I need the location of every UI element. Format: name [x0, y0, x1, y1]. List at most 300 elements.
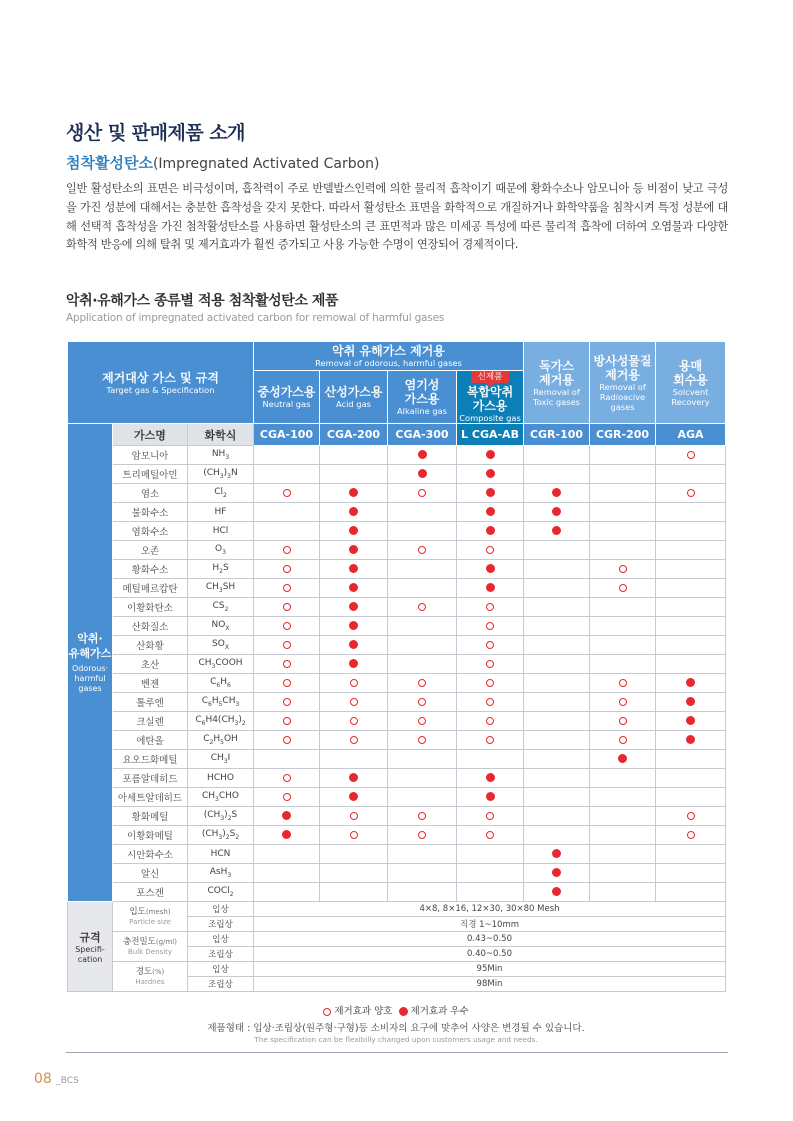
mark-cell — [457, 465, 524, 484]
formula-part: ) — [223, 468, 228, 479]
mark-cell — [254, 446, 320, 465]
table-row — [68, 693, 726, 712]
gas-name: 염소 — [113, 484, 188, 503]
chemical-formula — [188, 807, 254, 826]
good-mark-icon — [283, 793, 291, 801]
excellent-mark-icon — [349, 583, 358, 592]
table-row — [68, 617, 726, 636]
mark-cell — [656, 864, 726, 883]
good-mark-icon — [687, 812, 695, 820]
good-mark-icon — [486, 679, 494, 687]
excellent-mark-icon — [349, 507, 358, 516]
formula-part: 6 — [216, 681, 221, 689]
good-mark-icon — [619, 679, 627, 687]
mark-cell — [590, 788, 656, 807]
mark-cell — [656, 712, 726, 731]
mark-cell — [590, 750, 656, 769]
gas-name: 요오드화메틸 — [113, 750, 188, 769]
chemical-formula — [188, 655, 254, 674]
good-mark-icon — [283, 489, 291, 497]
mark-cell — [457, 522, 524, 541]
mark-cell — [457, 826, 524, 845]
mark-cell — [320, 503, 388, 522]
gas-name: 황화메틸 — [113, 807, 188, 826]
chemical-formula — [188, 617, 254, 636]
spec-row — [68, 932, 726, 947]
formula-part: S — [222, 563, 229, 574]
mark-cell — [656, 826, 726, 845]
gas-name: 트리메틸아민 — [113, 465, 188, 484]
mark-cell — [524, 541, 590, 560]
excellent-mark-icon — [552, 507, 561, 516]
mark-cell — [457, 769, 524, 788]
mark-cell — [254, 864, 320, 883]
mark-cell — [457, 750, 524, 769]
chemical-formula — [188, 788, 254, 807]
product-name-ko: 첨착활성탄소 — [66, 154, 153, 172]
good-mark-icon — [687, 831, 695, 839]
formula-part: 2 — [222, 491, 227, 499]
new-product-badge: 신제품 — [471, 371, 510, 384]
mark-cell — [656, 484, 726, 503]
mark-cell — [320, 636, 388, 655]
col-header-0 — [254, 371, 320, 424]
mark-cell — [457, 883, 524, 902]
mark-cell — [320, 446, 388, 465]
good-mark-icon — [350, 812, 358, 820]
good-mark-icon — [350, 679, 358, 687]
mark-cell — [388, 769, 457, 788]
formula-part: 3 — [227, 871, 232, 879]
mark-cell — [590, 541, 656, 560]
mark-cell — [656, 731, 726, 750]
gas-name: 초산 — [113, 655, 188, 674]
mark-cell — [524, 864, 590, 883]
product-code-1: CGA-200 — [320, 424, 388, 446]
mark-cell — [457, 731, 524, 750]
formula-part: S — [229, 829, 236, 840]
mark-cell — [320, 845, 388, 864]
chemical-formula — [188, 598, 254, 617]
application-table — [67, 341, 726, 992]
mark-cell — [457, 864, 524, 883]
mark-cell — [656, 560, 726, 579]
excellent-mark-icon — [486, 526, 495, 535]
mark-cell — [388, 750, 457, 769]
mark-cell — [320, 693, 388, 712]
spec-form-type: 조립상 — [188, 977, 254, 992]
good-mark-icon — [418, 489, 426, 497]
gas-name: 황화수소 — [113, 560, 188, 579]
chemical-formula — [188, 503, 254, 522]
col-header-en-5: Removal of Radioacive gases — [599, 381, 646, 412]
good-mark-icon — [619, 717, 627, 725]
mark-cell — [457, 484, 524, 503]
spec-item-en: Particle size — [129, 917, 171, 926]
excellent-mark-icon — [486, 564, 495, 573]
mark-cell — [254, 636, 320, 655]
excellent-mark-icon — [486, 773, 495, 782]
formula-part: COOH — [215, 658, 243, 669]
table-row — [68, 541, 726, 560]
legend — [66, 1003, 726, 1017]
chemical-formula — [188, 522, 254, 541]
mark-cell — [254, 883, 320, 902]
good-mark-icon — [486, 812, 494, 820]
formula-part: 2 — [229, 890, 234, 898]
excellent-mark-icon — [349, 640, 358, 649]
formula-part: 2 — [219, 567, 223, 575]
mark-cell — [254, 484, 320, 503]
formula-part: H4(CH — [205, 715, 235, 726]
target-header — [68, 342, 254, 424]
formula-part: 3 — [225, 453, 230, 461]
spec-value: 95Min — [254, 962, 726, 977]
formula-part: X — [225, 624, 230, 632]
mark-cell — [656, 636, 726, 655]
chemical-formula — [188, 750, 254, 769]
col-header-en-3: Composite gas — [459, 413, 521, 423]
mark-cell — [388, 807, 457, 826]
formula-part: 2 — [225, 833, 230, 841]
col-header-ko-4: 독가스 제거용 — [539, 358, 574, 387]
formula-part: OH — [223, 734, 238, 745]
table-title: 악취·유해가스 종류별 적용 첨착활성탄소 제품 — [66, 293, 339, 309]
legend-good-icon — [323, 1008, 331, 1016]
mark-cell — [656, 465, 726, 484]
formula-part: HCl — [212, 526, 229, 536]
mark-cell — [590, 845, 656, 864]
gas-name: 에탄올 — [113, 731, 188, 750]
mark-cell — [590, 693, 656, 712]
chemical-formula — [188, 579, 254, 598]
good-mark-icon — [418, 736, 426, 744]
excellent-mark-icon — [686, 697, 695, 706]
spec-value: 0.40~0.50 — [254, 947, 726, 962]
header-row-1 — [68, 342, 726, 371]
mark-cell — [524, 712, 590, 731]
spec-note: 제품형태 : 입상·조립상(원주형·구형)등 소비자의 요구에 맞추어 사양은 변경될 수 있습니다. — [207, 1023, 585, 1034]
mark-cell — [320, 674, 388, 693]
formula-part: CH — [205, 582, 219, 593]
col-header-ko-2: 염기성 가스용 — [404, 378, 440, 406]
chemical-formula — [188, 769, 254, 788]
col-header-4 — [524, 342, 590, 424]
mark-cell — [524, 446, 590, 465]
formula-part: SH — [222, 582, 236, 593]
good-mark-icon — [418, 679, 426, 687]
excellent-mark-icon — [686, 716, 695, 725]
gas-name: 산화질소 — [113, 617, 188, 636]
excellent-mark-icon — [486, 583, 495, 592]
spec-form-type: 조립상 — [188, 917, 254, 932]
gases-side-label-en: Odorous· harmful gases — [71, 664, 109, 693]
good-mark-icon — [418, 831, 426, 839]
mark-cell — [524, 617, 590, 636]
mark-cell — [320, 769, 388, 788]
table-row — [68, 579, 726, 598]
good-mark-icon — [687, 489, 695, 497]
mark-cell — [388, 693, 457, 712]
mark-cell — [320, 788, 388, 807]
mark-cell — [320, 864, 388, 883]
good-mark-icon — [619, 736, 627, 744]
table-row — [68, 883, 726, 902]
mark-cell — [656, 655, 726, 674]
good-mark-icon — [418, 717, 426, 725]
good-mark-icon — [486, 736, 494, 744]
spec-form-type: 입상 — [188, 902, 254, 917]
formula-part: ) — [222, 829, 226, 840]
good-mark-icon — [687, 451, 695, 459]
gas-name: 시안화수소 — [113, 845, 188, 864]
formula-part: (CH — [201, 829, 219, 840]
good-mark-icon — [283, 546, 291, 554]
mark-cell — [524, 465, 590, 484]
product-code-6: AGA — [656, 424, 726, 446]
good-mark-icon — [486, 546, 494, 554]
page-number-value: 08 — [34, 1071, 52, 1087]
formula-part: Cl — [214, 487, 223, 498]
formula-part: 3 — [211, 662, 216, 670]
good-mark-icon — [486, 660, 494, 668]
table-row — [68, 465, 726, 484]
spec-item-label — [113, 932, 188, 962]
good-mark-icon — [283, 641, 291, 649]
target-header-en: Target gas & Specification — [106, 384, 215, 395]
col-header-en-1: Acid gas — [336, 399, 371, 409]
mark-cell — [388, 579, 457, 598]
gas-name-label: 가스명 — [113, 424, 188, 446]
good-mark-icon — [418, 546, 426, 554]
mark-cell — [656, 788, 726, 807]
formula-part: NH — [211, 449, 226, 460]
gas-name: 아세트알데히드 — [113, 788, 188, 807]
mark-cell — [524, 522, 590, 541]
excellent-mark-icon — [486, 488, 495, 497]
spec-side-label-en: Specifi- cation — [75, 944, 105, 964]
mark-cell — [320, 617, 388, 636]
formula-part: HCN — [210, 849, 231, 859]
product-code-0: CGA-100 — [254, 424, 320, 446]
mark-cell — [457, 788, 524, 807]
formula-part: 2 — [241, 719, 246, 727]
code-row — [68, 424, 726, 446]
new-badge-wrap — [457, 371, 523, 384]
table-row — [68, 750, 726, 769]
mark-cell — [388, 503, 457, 522]
table-row — [68, 446, 726, 465]
mark-cell — [254, 731, 320, 750]
mark-cell — [590, 579, 656, 598]
gas-name: 산화황 — [113, 636, 188, 655]
formula-part: 6 — [201, 719, 206, 727]
mark-cell — [590, 560, 656, 579]
formula-part: HCHO — [207, 773, 234, 783]
mark-cell — [524, 655, 590, 674]
excellent-mark-icon — [552, 849, 561, 858]
mark-cell — [320, 750, 388, 769]
good-mark-icon — [486, 717, 494, 725]
formula-part: NO — [211, 620, 226, 631]
good-mark-icon — [350, 698, 358, 706]
chemical-formula — [188, 465, 254, 484]
mark-cell — [254, 845, 320, 864]
formula-part: SO — [212, 639, 225, 650]
formula-part: CHO — [218, 791, 240, 802]
excellent-mark-icon — [282, 811, 291, 820]
formula-part: O — [215, 544, 223, 555]
formula-part: 2 — [224, 605, 229, 613]
product-name-en: (Impregnated Activated Carbon) — [152, 156, 380, 172]
mark-cell — [457, 617, 524, 636]
mark-cell — [590, 883, 656, 902]
formula-part: N — [231, 468, 238, 479]
mark-cell — [524, 636, 590, 655]
mark-cell — [524, 560, 590, 579]
mark-cell — [388, 617, 457, 636]
mark-cell — [457, 845, 524, 864]
spec-item-unit: (%) — [152, 967, 165, 976]
mark-cell — [524, 579, 590, 598]
mark-cell — [388, 655, 457, 674]
spec-item-unit: (mesh) — [145, 907, 171, 916]
excellent-mark-icon — [418, 450, 427, 459]
mark-cell — [656, 807, 726, 826]
formula-part: C — [203, 734, 210, 745]
mark-cell — [457, 674, 524, 693]
table-row — [68, 864, 726, 883]
formula-part: 5 — [220, 738, 224, 746]
col-header-en-4: Removal of Toxic gases — [533, 386, 580, 407]
mark-cell — [524, 769, 590, 788]
col-header-ko-3: 복합악취 가스용 — [466, 385, 514, 413]
good-mark-icon — [283, 660, 291, 668]
table-row — [68, 712, 726, 731]
good-mark-icon — [283, 584, 291, 592]
excellent-mark-icon — [349, 792, 358, 801]
good-mark-icon — [283, 736, 291, 744]
group-header-ko: 악취 유해가스 제거용 — [332, 344, 445, 358]
col-header-en-6: Solcvent Recovery — [671, 386, 710, 407]
formula-part: H — [212, 563, 220, 574]
mark-cell — [590, 674, 656, 693]
gas-name: 알신 — [113, 864, 188, 883]
formula-part: S — [231, 810, 238, 821]
formula-part: 3 — [223, 757, 228, 765]
formula-part: 6 — [227, 681, 231, 689]
good-mark-icon — [418, 603, 426, 611]
excellent-mark-icon — [349, 488, 358, 497]
formula-part: AsH — [209, 867, 228, 878]
mark-cell — [457, 693, 524, 712]
mark-cell — [656, 693, 726, 712]
formula-part: COCl — [207, 886, 230, 897]
col-header-ko-5: 방사성물질 제거용 — [593, 353, 652, 382]
mark-cell — [590, 465, 656, 484]
mark-cell — [457, 560, 524, 579]
gases-side-label — [68, 424, 113, 902]
mark-cell — [590, 826, 656, 845]
excellent-mark-icon — [418, 469, 427, 478]
product-code-3: L CGA-AB — [457, 424, 524, 446]
table-row — [68, 731, 726, 750]
excellent-mark-icon — [349, 602, 358, 611]
mark-cell — [524, 845, 590, 864]
mark-cell — [590, 807, 656, 826]
col-header-ko-0: 중성가스용 — [257, 385, 316, 399]
good-mark-icon — [350, 831, 358, 839]
formula-part: (CH — [203, 810, 221, 821]
table-row — [68, 522, 726, 541]
table-row — [68, 769, 726, 788]
table-title-en: Application of impregnated activated carbon for remowal of harmful gases — [66, 312, 445, 324]
mark-cell — [590, 522, 656, 541]
mark-cell — [524, 883, 590, 902]
mark-cell — [388, 541, 457, 560]
legend-excellent-label: 제거효과 우수 — [410, 1006, 469, 1017]
mark-cell — [388, 636, 457, 655]
formula-part: 3 — [222, 548, 226, 556]
table-row — [68, 636, 726, 655]
page-number — [34, 1071, 79, 1087]
excellent-mark-icon — [349, 773, 358, 782]
mark-cell — [590, 655, 656, 674]
col-header-en-2: Alkaline gas — [396, 406, 447, 416]
mark-cell — [524, 693, 590, 712]
product-code-4: CGR-100 — [524, 424, 590, 446]
formula-part: I — [227, 753, 231, 764]
mark-cell — [254, 560, 320, 579]
mark-cell — [388, 883, 457, 902]
mark-cell — [254, 807, 320, 826]
mark-cell — [388, 674, 457, 693]
formula-part: 3 — [219, 472, 224, 480]
formula-part: H — [213, 734, 221, 745]
table-row — [68, 560, 726, 579]
excellent-mark-icon — [552, 868, 561, 877]
table-row — [68, 788, 726, 807]
chemical-formula — [188, 560, 254, 579]
product-code-5: CGR-200 — [590, 424, 656, 446]
excellent-mark-icon — [486, 792, 495, 801]
gas-name: 톨루엔 — [113, 693, 188, 712]
formula-part: 5 — [218, 700, 223, 708]
good-mark-icon — [486, 622, 494, 630]
mark-cell — [524, 598, 590, 617]
chemical-formula — [188, 826, 254, 845]
spec-item-label — [113, 902, 188, 932]
mark-cell — [656, 446, 726, 465]
mark-cell — [590, 636, 656, 655]
formula-part: C — [201, 696, 208, 707]
group-header — [254, 342, 524, 371]
good-mark-icon — [283, 622, 291, 630]
excellent-mark-icon — [349, 545, 358, 554]
good-mark-icon — [283, 774, 291, 782]
gas-name: 벤젠 — [113, 674, 188, 693]
col-header-ko-1: 산성가스용 — [324, 385, 383, 399]
formula-part: ) — [224, 810, 228, 821]
mark-cell — [524, 750, 590, 769]
spec-item-en: Bulk Density — [127, 947, 173, 956]
mark-cell — [254, 769, 320, 788]
spec-value: 0.43~0.50 — [254, 932, 726, 947]
gases-side-label-ko: 악취· 유해가스 — [68, 632, 112, 660]
spec-row — [68, 962, 726, 977]
spec-item-label — [113, 962, 188, 992]
page-label: _BCS — [56, 1076, 79, 1086]
